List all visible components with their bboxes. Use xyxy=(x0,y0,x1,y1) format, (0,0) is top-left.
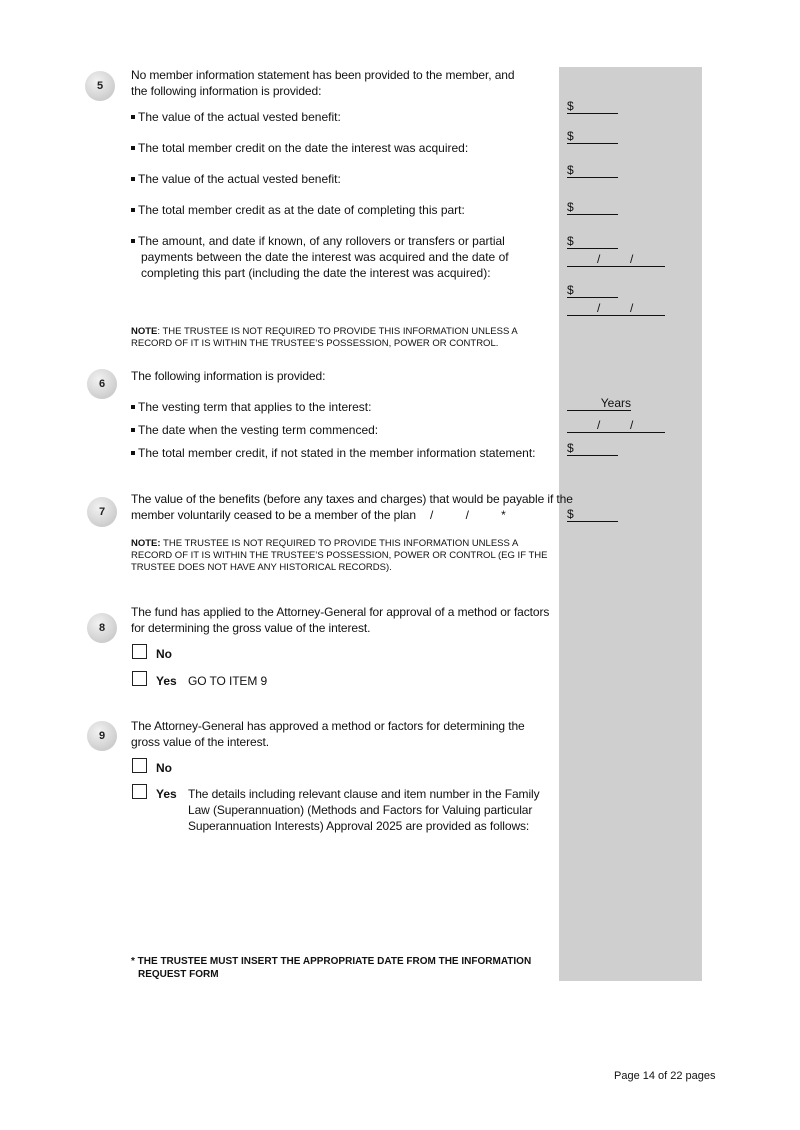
item-9-text: The Attorney-General has approved a method or factors for determining the gross value of the interest. xyxy=(131,719,525,749)
item-5-bullet-3: The value of the actual vested benefit: xyxy=(131,171,341,187)
footnote: * THE TRUSTEE MUST INSERT THE APPROPRIATE DATE FROM THE INFORMATION REQUEST FORM xyxy=(131,956,532,980)
item-5-note: NOTE: THE TRUSTEE IS NOT REQUIRED TO PROVIDE THIS INFORMATION UNLESS A RECORD OF IT IS WITHIN THE TRUSTEE’S POSSESSION, POWER OR CONTROL. xyxy=(131,326,518,349)
amount-field[interactable]: $ xyxy=(567,234,618,249)
item-number-badge: 7 xyxy=(87,497,117,527)
amount-field[interactable]: $ xyxy=(567,283,618,298)
item-7-line-1: The value of the benefits (before any taxes and charges) that would be payable if the xyxy=(131,492,573,506)
item-6-intro: The following information is provided: xyxy=(131,369,326,383)
amount-field[interactable]: $ xyxy=(567,129,618,144)
amount-field[interactable]: $ xyxy=(567,200,618,215)
item-8-yes-checkbox[interactable] xyxy=(132,671,147,686)
item-number-badge: 5 xyxy=(85,71,115,101)
item-8-no-checkbox[interactable] xyxy=(132,644,147,659)
item-7-line-2: member voluntarily ceased to be a member of the plan xyxy=(131,508,416,522)
item-6-bullet-2: The date when the vesting term commenced: xyxy=(131,422,378,438)
item-5-intro: No member information statement has been provided to the member, and the following information is provided: xyxy=(131,68,515,98)
item-9-no-label: No xyxy=(156,761,172,775)
item-8-goto-text: GO TO ITEM 9 xyxy=(188,674,268,688)
item-number-badge: 8 xyxy=(87,613,117,643)
page-number: Page 14 of 22 pages xyxy=(614,1070,716,1082)
item-5-bullet-4: The total member credit as at the date of completing this part: xyxy=(131,202,465,218)
amount-field[interactable]: $ xyxy=(567,507,618,522)
amount-field[interactable]: $ xyxy=(567,99,618,114)
item-6-bullet-3: The total member credit, if not stated in the member information statement: xyxy=(131,445,536,461)
item-8-text: The fund has applied to the Attorney-General for approval of a method or factors for determining the gross value of the interest. xyxy=(131,605,550,635)
item-number-badge: 6 xyxy=(87,369,117,399)
date-field[interactable]: / / xyxy=(567,418,665,433)
item-5-bullet-1: The value of the actual vested benefit: xyxy=(131,109,341,125)
item-7-date-marks: / / * xyxy=(430,508,506,522)
item-9-yes-label: Yes xyxy=(156,787,177,801)
amount-field[interactable]: $ xyxy=(567,441,618,456)
item-5-bullet-2: The total member credit on the date the interest was acquired: xyxy=(131,140,468,156)
item-9-details-text: The details including relevant clause and item number in the Family Law (Superannuation) (Methods and Factors for Valuing particular Superannuation Interests) Approval 2025 are provided as follows: xyxy=(188,787,540,833)
item-5-bullet-5: The amount, and date if known, of any rollovers or transfers or partial payments between the date the interest was acquired and the date of completing this part (including the date the interest was acquired): xyxy=(131,233,546,281)
amount-field[interactable]: $ xyxy=(567,163,618,178)
date-field[interactable]: / / xyxy=(567,252,665,267)
item-6-bullet-1: The vesting term that applies to the interest: xyxy=(131,399,371,415)
date-field[interactable]: / / xyxy=(567,301,665,316)
item-9-yes-checkbox[interactable] xyxy=(132,784,147,799)
years-field[interactable]: Years xyxy=(567,396,631,411)
item-7-note: NOTE: THE TRUSTEE IS NOT REQUIRED TO PROVIDE THIS INFORMATION UNLESS A RECORD OF IT IS WITHIN THE TRUSTEE’S POSSESSION, POWER OR CONTROL (EG IF THE TRUSTEE DOES NOT HAVE ANY HISTORICAL RECORDS). xyxy=(131,538,548,573)
item-8-no-label: No xyxy=(156,647,172,661)
item-number-badge: 9 xyxy=(87,721,117,751)
item-8-yes-label: Yes xyxy=(156,674,177,688)
item-9-no-checkbox[interactable] xyxy=(132,758,147,773)
